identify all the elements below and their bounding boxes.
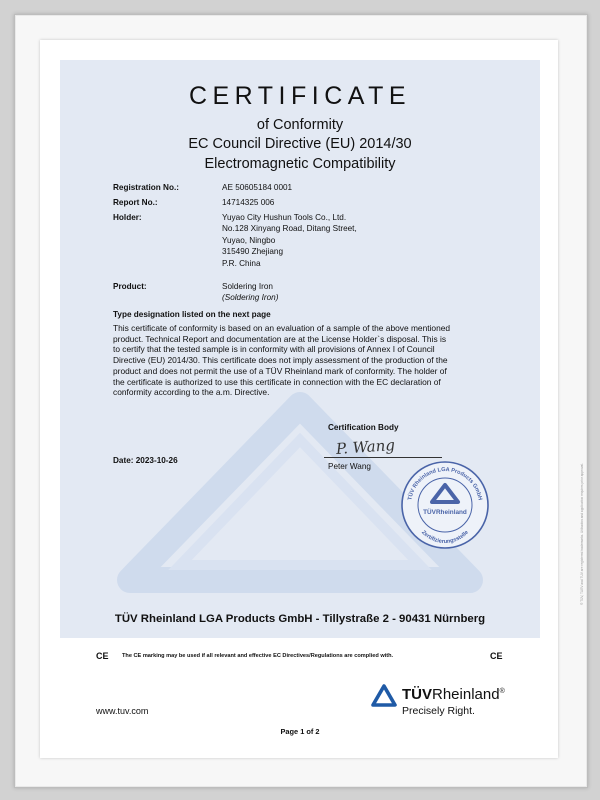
body-line: to certify that the tested sample is in conformity with all provisions of Annex I of Council — [113, 344, 435, 355]
body-line: product and does not permit the use of a TÜV Rheinland mark of conformity. The holder of — [113, 365, 447, 376]
registration-value: AE 50605184 0001 — [222, 183, 293, 192]
product-value — [222, 281, 278, 304]
holder-line: No.128 Xinyang Road, Ditang Street, — [222, 224, 357, 234]
certificate-subtitle: of Conformity — [256, 117, 344, 133]
signature: P. Wang — [335, 435, 396, 459]
signature-line — [324, 457, 442, 458]
certificate-bottom — [60, 638, 540, 758]
type-designation: Type designation listed on the next page — [113, 310, 271, 319]
seal-brand: TÜVRheinland — [423, 509, 467, 516]
report-value: 14714325 006 — [222, 198, 275, 207]
body-line: Directive (EU) 2014/30. This certificate does not imply assessment of the production of the — [113, 355, 448, 366]
body-line: product. Technical Report and documentation are at the License Holder`s disposal. This is — [113, 333, 447, 344]
ce-mark-left: CE — [96, 651, 109, 661]
body-line: the certificate is authorized to use this certificate in connection with the EC declaration of — [113, 376, 441, 387]
report-label: Report No.: — [113, 198, 158, 207]
registration-label: Registration No.: — [113, 183, 179, 192]
certificate-body — [113, 323, 487, 398]
holder-label: Holder: — [113, 213, 142, 222]
certificate-title: CERTIFICATE — [188, 82, 412, 110]
seal-top-text: TÜV Rheinland LGA Products GmbH — [407, 466, 483, 501]
body-line: This certificate of conformity is based on an evaluation of a sample of the above mentioned — [113, 323, 451, 333]
ce-mark-right: CE — [490, 651, 503, 661]
signer-name: Peter Wang — [328, 462, 371, 471]
certification-body-label: Certification Body — [328, 423, 399, 432]
ce-note: The CE marking may be used if all relevant and effective EC Directives/Regulations are complied with. — [122, 653, 394, 659]
tuv-logo-name-regular: Rheinland — [432, 686, 500, 703]
tuv-logo-name — [402, 686, 505, 703]
holder-line: P.R. China — [222, 258, 261, 268]
body-line: conformity according to the a.m. Directive. — [113, 387, 270, 398]
holder-line: Yuyao City Hushun Tools Co., Ltd. — [222, 213, 347, 222]
registered-mark: ® — [499, 688, 505, 695]
issue-date: Date: 2023-10-26 — [113, 456, 178, 465]
tuv-logo-triangle-icon — [371, 684, 397, 708]
holder-address — [222, 212, 357, 269]
certification-seal-icon — [400, 460, 490, 550]
page-number: Page 1 of 2 — [280, 727, 320, 736]
product-name: Soldering Iron — [222, 282, 273, 291]
website-link[interactable]: www.tuv.com — [96, 706, 149, 716]
directive-title: EC Council Directive (EU) 2014/30 — [188, 136, 412, 152]
holder-line: 315490 Zhejiang — [222, 247, 284, 257]
holder-line: Yuyao, Ningbo — [222, 235, 276, 245]
product-label: Product: — [113, 282, 147, 291]
trademark-side-note — [580, 604, 581, 605]
tuv-logo-name-bold: TÜV — [402, 686, 432, 703]
issuer-line: TÜV Rheinland LGA Products GmbH - Tillystraße 2 - 90431 Nürnberg — [114, 613, 486, 625]
seal-bottom-text: Zertifizierungsstelle — [420, 529, 470, 546]
certificate-panel — [60, 60, 540, 638]
product-name-alt: (Soldering Iron) — [222, 293, 279, 303]
tuv-tagline: Precisely Right. — [402, 705, 475, 717]
scope-title: Electromagnetic Compatibility — [204, 156, 396, 172]
